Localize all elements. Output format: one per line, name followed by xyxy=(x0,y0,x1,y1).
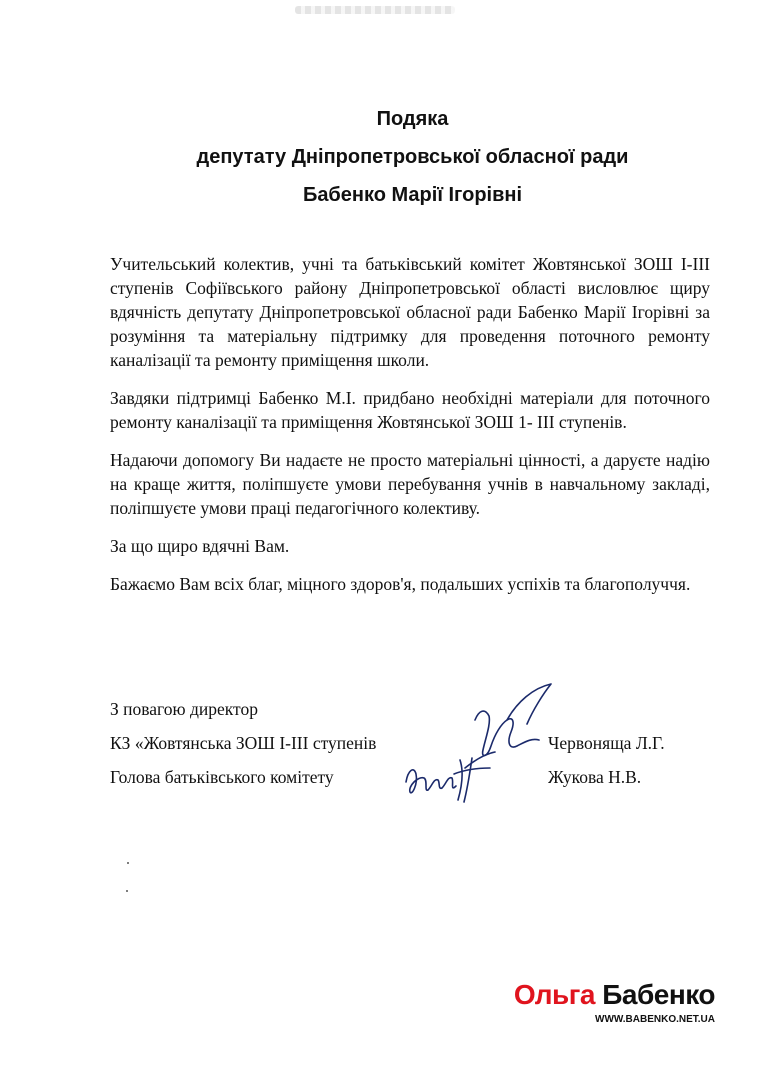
closing-text: З повагою директор xyxy=(110,699,258,719)
logo-last-name: Бабенко xyxy=(602,979,715,1010)
paragraph-hope: Надаючи допомогу Ви надаєте не просто матеріальні цінності, а даруєте надію на краще життя, поліпшуєте умови перебування учнів в навчальному закладі, поліпшуєте умови праці педагогічного колективу. xyxy=(110,450,710,518)
heading-title: Подяка xyxy=(376,108,449,130)
paragraph-thanks: За що щиро вдячні Вам. xyxy=(110,536,290,556)
logo-url: WWW.BABENKO.NET.UA xyxy=(595,1014,715,1025)
paragraph-gratitude: Учительський колектив, учні та батьківський комітет Жовтянської ЗОШ І-ІІІ ступенів Софіївського району Дніпропетровської області висловлює щиру вдячність депутату Дніпропетровської обласної ради Бабенко Марії Ігорівні за розуміння та матеріальну підтримку для проведення поточного ремонту каналізації та ремонту приміщення школи. xyxy=(110,254,710,370)
committee-title: Голова батьківського комітету xyxy=(110,767,334,787)
brand-logo xyxy=(514,978,715,1025)
scan-speck xyxy=(126,890,128,892)
logo-first-name: Ольга xyxy=(513,979,595,1010)
committee-signature xyxy=(398,752,498,807)
committee-name: Жукова Н.В. xyxy=(548,767,642,787)
heading-recipient-position: депутату Дніпропетровської обласної ради xyxy=(196,146,629,168)
closing-row xyxy=(110,697,710,721)
paragraph-wishes: Бажаємо Вам всіх благ, міцного здоров'я, подальших успіхів та благополуччя. xyxy=(110,574,691,594)
scan-smudge xyxy=(295,6,455,14)
letter-body xyxy=(110,252,710,610)
document-heading xyxy=(0,100,765,214)
scan-speck xyxy=(127,862,129,864)
paragraph-materials: Завдяки підтримці Бабенко М.І. придбано необхідні матеріали для поточного ремонту каналізації та приміщення Жовтянської ЗОШ 1- ІІІ ступенів. xyxy=(110,388,710,432)
heading-recipient-name: Бабенко Марії Ігорівні xyxy=(302,184,523,206)
director-organization: КЗ «Жовтянська ЗОШ І-ІІІ ступенів xyxy=(110,733,377,753)
logo-name xyxy=(514,978,715,1012)
director-name: Червоняща Л.Г. xyxy=(548,733,665,753)
